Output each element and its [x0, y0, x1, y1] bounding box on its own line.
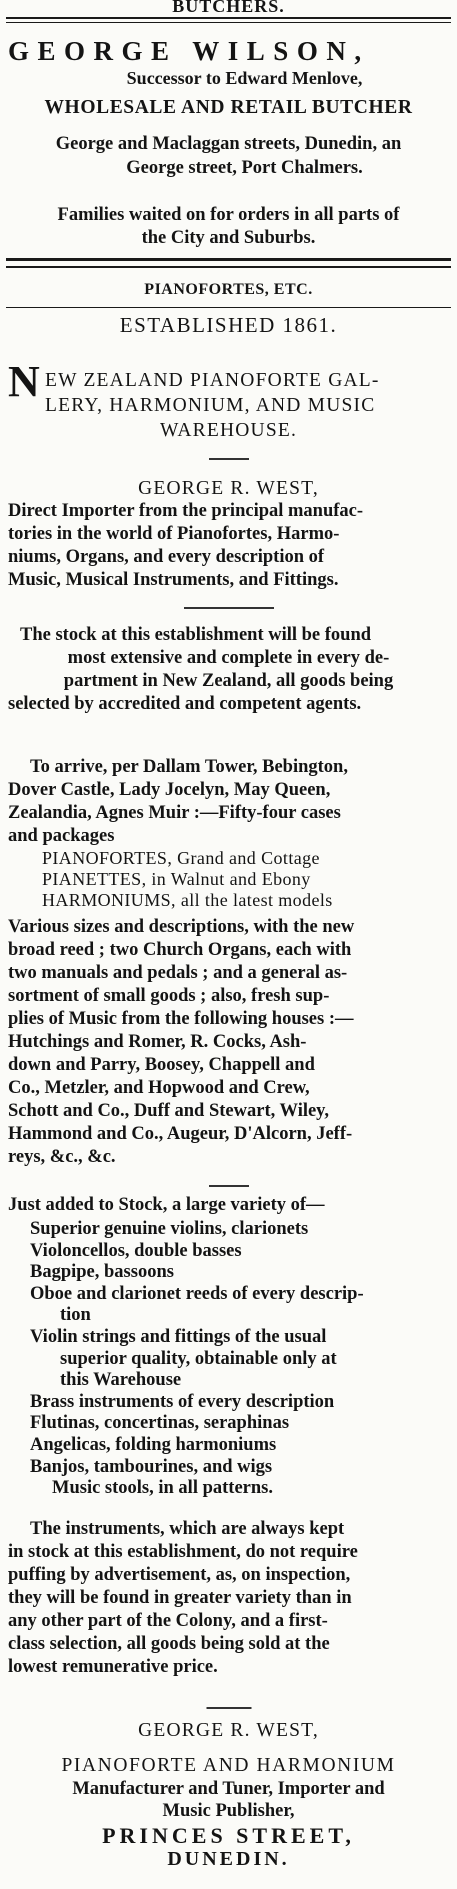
sign-line-2: Music Publisher, [162, 1801, 295, 1821]
stock-line: selected by accredited and competent agents. [8, 694, 362, 714]
stock-item: Violoncellos, double basses [30, 1240, 242, 1261]
short-rule [184, 607, 274, 609]
stock-line: partment in New Zealand, all goods being [63, 671, 394, 691]
butcher-families-1: Families waited on for orders in all parts of [57, 205, 400, 225]
sign-city: DUNEDIN. [167, 1848, 290, 1870]
just-added: Just added to Stock, a large variety of— [8, 1195, 325, 1215]
stock-line: most extensive and complete in every de- [67, 648, 390, 668]
gallery-line-3: WAREHOUSE. [159, 420, 298, 441]
various-line: down and Parry, Boosey, Chappell and [8, 1055, 315, 1075]
established: ESTABLISHED 1861. [119, 313, 338, 337]
sign-name: GEORGE R. WEST, [138, 1720, 319, 1741]
short-rule [209, 458, 249, 460]
gallery-line-2: LERY, HARMONIUM, AND MUSIC [45, 395, 376, 416]
butcher-families-2: the City and Suburbs. [141, 228, 316, 248]
various-line: Co., Metzler, and Hopwood and Crew, [8, 1078, 310, 1098]
butcher-address-2: George street, Port Chalmers. [126, 158, 363, 178]
various-line: Hutchings and Romer, R. Cocks, Ash- [8, 1032, 307, 1052]
arrive-line: To arrive, per Dallam Tower, Bebington, [30, 757, 348, 777]
rule [6, 17, 451, 19]
arrive-line: Dover Castle, Lady Jocelyn, May Queen, [8, 780, 331, 800]
puffing-line: The instruments, which are always kept [30, 1519, 345, 1539]
drop-cap: N [8, 357, 40, 406]
stock-item: Flutinas, concertinas, seraphinas [30, 1413, 290, 1434]
puffing-line: they will be found in greater variety than in [8, 1588, 352, 1608]
rule [6, 22, 451, 23]
puffing-line: in stock at this establishment, do not require [8, 1542, 358, 1562]
stock-item: superior quality, obtainable only at [60, 1348, 337, 1369]
puffing-line: any other part of the Colony, and a first- [8, 1611, 328, 1631]
stock-item: Oboe and clarionet reeds of every descrip- [30, 1283, 364, 1304]
stock-line: The stock at this establishment will be found [20, 625, 372, 645]
stock-item: Superior genuine violins, clarionets [30, 1219, 309, 1239]
various-line: plies of Music from the following houses :— [8, 1009, 354, 1029]
puffing-line: lowest remunerative price. [8, 1657, 218, 1677]
section-divider [6, 266, 451, 268]
various-block [8, 916, 449, 1169]
instrument-line: HARMONIUMS, all the latest models [42, 890, 333, 910]
various-line: reys, &c., &c. [8, 1147, 116, 1167]
importer-line: tories in the world of Pianofortes, Harmo- [8, 524, 340, 544]
section-divider [6, 258, 451, 261]
various-line: sortment of small goods ; also, fresh sup- [8, 986, 330, 1006]
importer-line: Direct Importer from the principal manufac- [8, 501, 364, 521]
importer-line: Music, Musical Instruments, and Fittings. [8, 570, 339, 590]
puffing-line: puffing by advertisement, as, on inspection, [8, 1565, 351, 1585]
importer-block [8, 500, 449, 592]
instrument-line: PIANETTES, in Walnut and Ebony [42, 869, 311, 889]
rule [6, 307, 451, 308]
various-line: two manuals and pedals ; and a general as- [8, 963, 348, 983]
various-line: broad reed ; two Church Organs, each with [8, 940, 352, 960]
stock-item: Angelicas, folding harmoniums [30, 1434, 277, 1455]
sign-street: PRINCES STREET, [102, 1823, 355, 1848]
butcher-name: GEORGE WILSON, [8, 36, 370, 66]
stock-item: Bagpipe, bassoons [30, 1262, 174, 1283]
arrive-line: Zealandia, Agnes Muir :—Fifty-four cases [8, 803, 341, 823]
sign-trade: PIANOFORTE AND HARMONIUM [61, 1755, 396, 1776]
instruments-block [42, 848, 449, 911]
puffing-block [8, 1518, 449, 1679]
butcher-trade: WHOLESALE AND RETAIL BUTCHER [44, 97, 413, 118]
butchers-heading: BUTCHERS. [172, 0, 285, 16]
stock-item: this Warehouse [60, 1370, 182, 1391]
arrive-block [8, 756, 449, 848]
instrument-line: PIANOFORTES, Grand and Cottage [42, 848, 320, 868]
various-line: Hammond and Co., Augeur, D'Alcorn, Jeff- [8, 1124, 353, 1144]
stock-item: Banjos, tambourines, and wigs [30, 1456, 273, 1477]
arrive-line: and packages [8, 826, 115, 846]
various-line: Schott and Co., Duff and Stewart, Wiley, [8, 1101, 330, 1121]
various-line: Various sizes and descriptions, with the new [8, 917, 355, 937]
sign-line-1: Manufacturer and Tuner, Importer and [72, 1779, 385, 1799]
stock-item: Brass instruments of every description [30, 1391, 335, 1412]
short-rule [209, 1185, 249, 1187]
stock-block [8, 624, 449, 716]
stock-item: Music stools, in all patterns. [52, 1478, 273, 1499]
butcher-successor: Successor to Edward Menlove, [126, 68, 363, 88]
puffing-line: class selection, all goods being sold at the [8, 1634, 330, 1654]
piano-heading: PIANOFORTES, ETC. [144, 281, 313, 298]
importer-line: niums, Organs, and every description of [8, 547, 325, 567]
short-rule [206, 1707, 251, 1709]
stock-item: Violin strings and fittings of the usual [30, 1326, 327, 1347]
stock-items-list [30, 1219, 449, 1500]
gallery-line-1: EW ZEALAND PIANOFORTE GAL- [45, 370, 380, 391]
proprietor: GEORGE R. WEST, [138, 478, 319, 499]
butcher-address-1: George and Maclaggan streets, Dunedin, an [55, 134, 402, 154]
stock-item: tion [60, 1305, 91, 1326]
